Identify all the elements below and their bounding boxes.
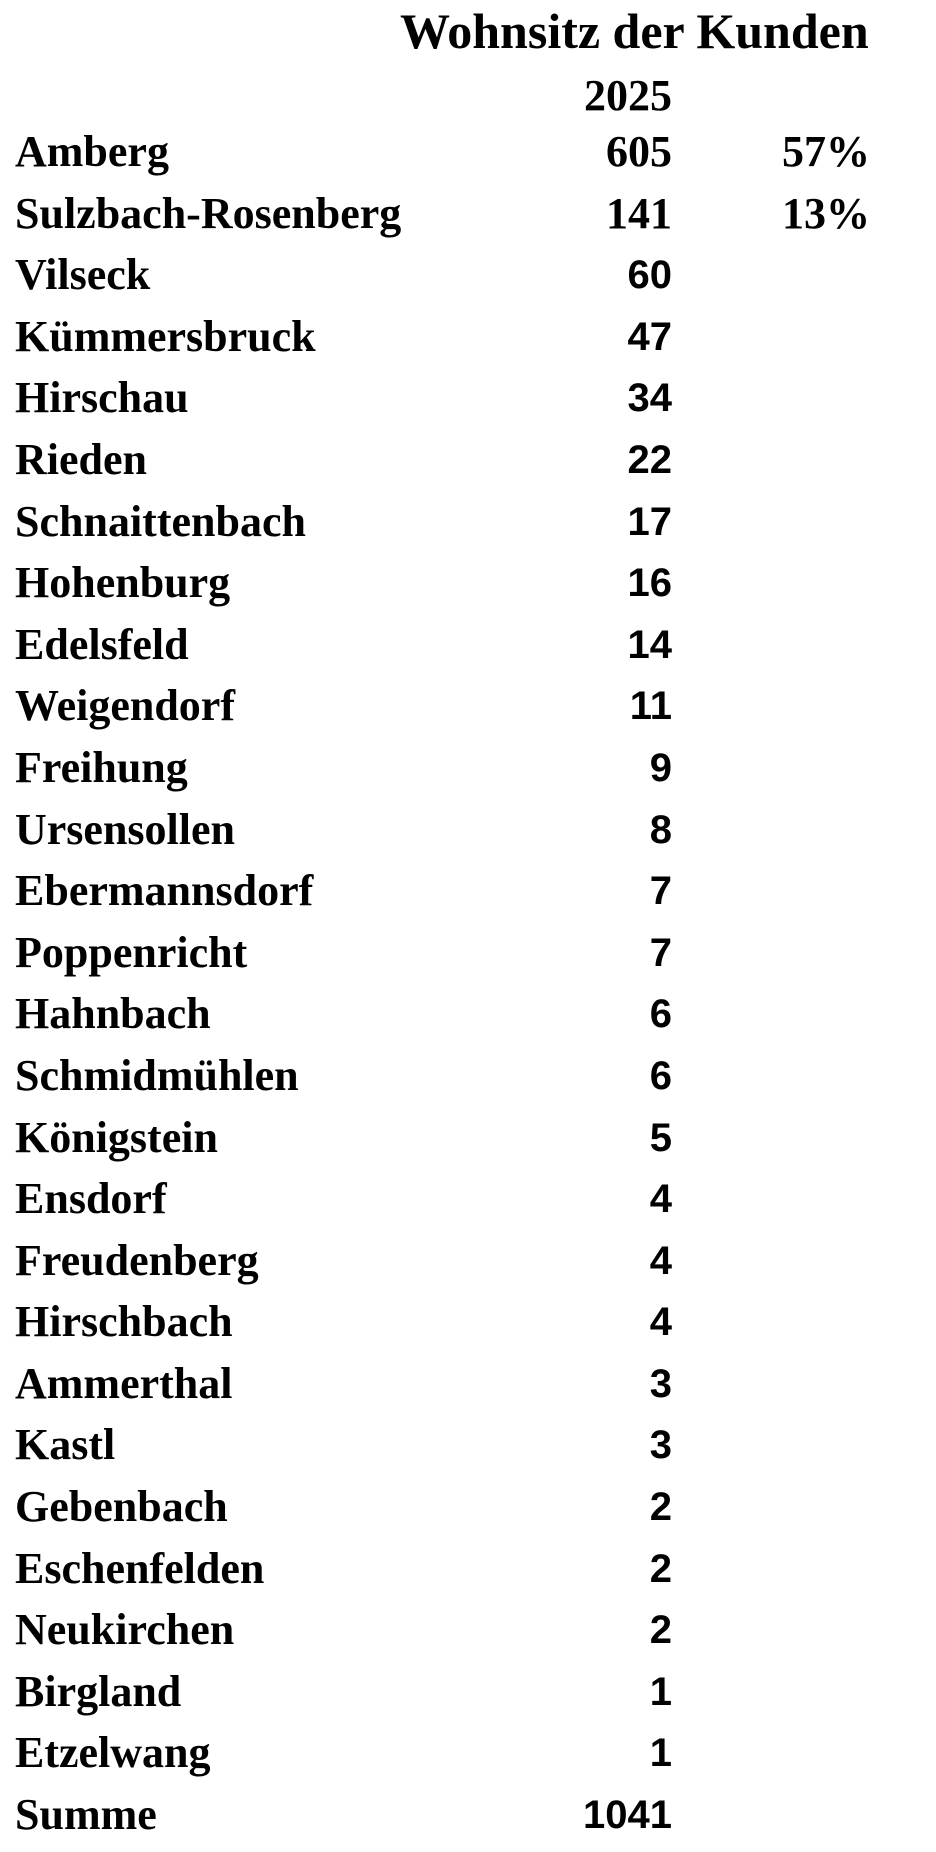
customer-count: 34: [627, 376, 672, 421]
customer-count: 2: [649, 1546, 672, 1591]
table-row: [0, 742, 936, 804]
customer-count: 141: [606, 188, 672, 238]
place-name: Edelsfeld: [15, 619, 189, 669]
customer-count: 7: [649, 869, 672, 914]
table-row: [0, 1296, 936, 1358]
table-row: [0, 1543, 936, 1605]
total-label: Summe: [15, 1790, 157, 1840]
customer-count: 4: [649, 1300, 672, 1345]
table-row: [0, 1481, 936, 1543]
customer-count: 47: [627, 314, 672, 359]
place-name: Amberg: [15, 127, 169, 176]
place-name: Sulzbach-Rosenberg: [15, 188, 402, 238]
place-name: Rieden: [15, 434, 147, 484]
customer-count: 14: [627, 622, 672, 667]
customer-count: 1: [649, 1731, 672, 1776]
place-name: Neukirchen: [15, 1605, 235, 1655]
table-row: [0, 311, 936, 373]
place-name: Hahnbach: [15, 989, 211, 1039]
table-row: [0, 188, 936, 250]
residence-table: [0, 126, 936, 1851]
customer-count: 11: [629, 684, 672, 729]
customer-count: 9: [649, 745, 672, 790]
place-name: Etzelwang: [15, 1728, 211, 1778]
table-row: [0, 126, 936, 188]
place-name: Hirschau: [15, 373, 189, 423]
place-name: Freihung: [15, 742, 188, 792]
place-name: Vilseck: [15, 250, 151, 300]
table-row: [0, 804, 936, 866]
place-name: Schmidmühlen: [15, 1050, 299, 1100]
table-row: [0, 434, 936, 496]
customer-count: 8: [649, 807, 672, 852]
table-row: [0, 1727, 936, 1789]
table-row: [0, 680, 936, 742]
place-name: Eschenfelden: [15, 1543, 265, 1593]
customer-count: 16: [627, 561, 672, 606]
table-row: [0, 865, 936, 927]
table-row: [0, 372, 936, 434]
customer-count: 5: [649, 1115, 672, 1160]
table-row: [0, 1419, 936, 1481]
place-name: Ursensollen: [15, 804, 235, 854]
place-name: Birgland: [15, 1666, 182, 1716]
customer-count: 3: [649, 1361, 672, 1406]
table-row: [0, 1173, 936, 1235]
table-row: [0, 1604, 936, 1666]
total-row: [0, 1789, 936, 1851]
table-row: [0, 927, 936, 989]
customer-share: 13%: [782, 188, 870, 238]
customer-count: 4: [649, 1238, 672, 1283]
table-row: [0, 1358, 936, 1420]
table-row: [0, 249, 936, 311]
customer-count: 1: [649, 1669, 672, 1714]
place-name: Gebenbach: [15, 1482, 228, 1532]
customer-count: 17: [627, 499, 672, 544]
customer-count: 7: [649, 930, 672, 975]
place-name: Königstein: [15, 1112, 218, 1162]
customer-share: 57%: [782, 127, 870, 176]
place-name: Hirschbach: [15, 1297, 233, 1347]
place-name: Ebermannsdorf: [15, 866, 314, 916]
place-name: Kastl: [15, 1420, 116, 1470]
customer-count: 6: [649, 1053, 672, 1098]
customer-count: 6: [649, 992, 672, 1037]
table-row: [0, 988, 936, 1050]
table-row: [0, 1666, 936, 1728]
customer-count: 2: [649, 1608, 672, 1653]
place-name: Freudenberg: [15, 1235, 259, 1285]
customer-count: 3: [649, 1423, 672, 1468]
place-name: Poppenricht: [15, 927, 248, 977]
place-name: Schnaittenbach: [15, 496, 306, 546]
place-name: Ensdorf: [15, 1174, 167, 1224]
place-name: Weigendorf: [15, 681, 235, 731]
place-name: Kümmersbruck: [15, 311, 316, 361]
table-row: [0, 1050, 936, 1112]
table-row: [0, 557, 936, 619]
customer-count: 2: [649, 1485, 672, 1530]
year-column-header: 2025: [584, 71, 672, 120]
table-row: [0, 496, 936, 558]
total-count: 1041: [583, 1793, 672, 1838]
sheet-title: Wohnsitz der Kunden: [400, 3, 869, 59]
place-name: Ammerthal: [15, 1358, 233, 1408]
customer-count: 22: [627, 437, 672, 482]
place-name: Hohenburg: [15, 558, 231, 608]
table-row: [0, 619, 936, 681]
customer-count: 605: [606, 127, 672, 176]
customer-count: 60: [627, 253, 672, 298]
table-row: [0, 1235, 936, 1297]
table-row: [0, 1112, 936, 1174]
customer-count: 4: [649, 1177, 672, 1222]
